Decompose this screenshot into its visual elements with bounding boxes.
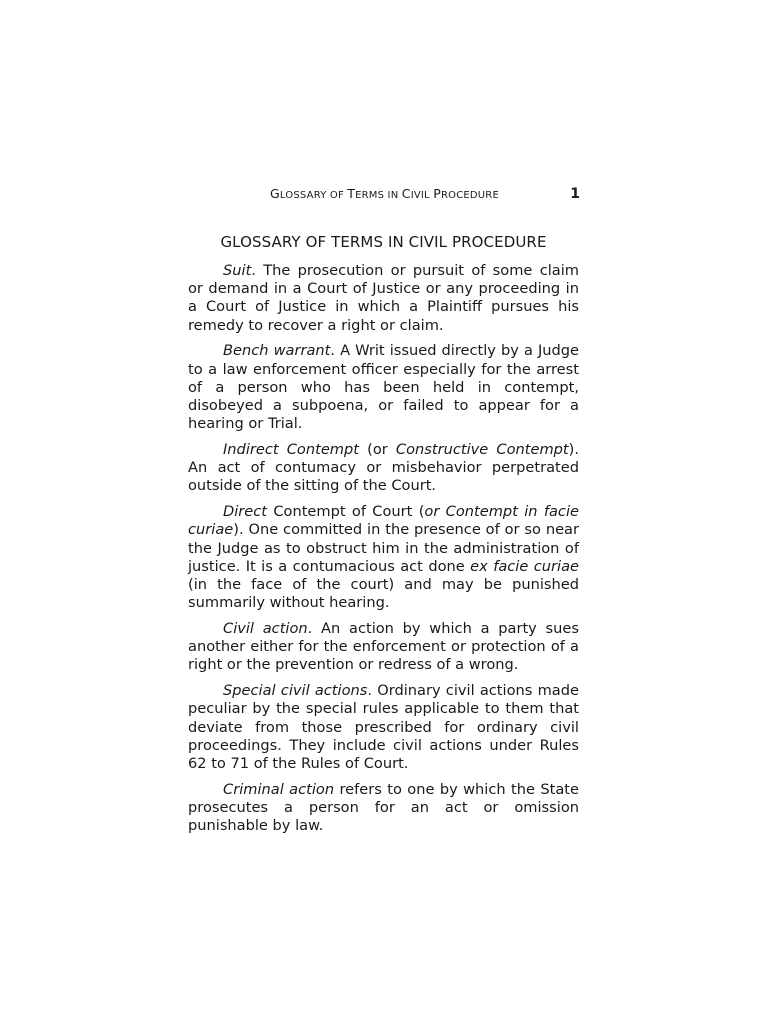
page-body — [188, 232, 579, 843]
entry-text: . Ordinary civil actions made peculiar by the special rules applicable to them that deviate from those prescribed for ordinary civil proceedings. They include civil actions under Rules 62 to 71 of the Rules of Court. — [188, 682, 579, 773]
entry-term: Direct — [223, 503, 268, 521]
entry-term: ex facie curiae — [470, 557, 580, 575]
glossary-entry — [188, 503, 579, 612]
glossary-entry — [188, 781, 579, 836]
entry-term: Suit — [223, 262, 252, 279]
running-header-text: ERMS IN — [355, 190, 402, 201]
entry-text: (in the face of the court) and may be punished summarily without hearing. — [188, 576, 579, 612]
entry-text: . An action by which a party sues another either for the enforcement or protection of a right or the prevention or redress of a wrong. — [188, 620, 579, 674]
glossary-entry — [188, 441, 579, 496]
entry-term: Civil action — [223, 620, 308, 638]
glossary-entry — [188, 342, 579, 433]
running-header-text: ROCEDURE — [440, 190, 499, 201]
entry-text: . The prosecution or pursuit of some claim or demand in a Court of Justice or any proceeding in a Court of Justice in which a Plaintiff pursues his remedy to recover a right or claim. — [188, 262, 579, 334]
running-header-text: T — [347, 186, 356, 201]
glossary-entry — [188, 262, 579, 335]
entry-term: Special civil actions — [223, 682, 368, 700]
entry-term: Constructive Contempt — [395, 441, 569, 459]
running-header-text: P — [433, 186, 441, 201]
running-header-text: G — [270, 186, 280, 201]
page-title: GLOSSARY OF TERMS IN CIVIL PROCEDURE — [220, 233, 547, 251]
entry-text: ). One committed in the presence of or so near the Judge as to obstruct him in the administration of justice. It is a contumacious act done — [188, 521, 579, 575]
entry-text: . A Writ issued directly by a Judge to a law enforcement officer especially for the arrest of a person who has been held in contempt, disobeyed a subpoena, or failed to appear for a hearing or Trial. — [188, 342, 580, 433]
running-header-text: LOSSARY OF — [279, 190, 348, 201]
entry-text: ). An act of contumacy or misbehavior perpetrated outside of the sitting of the Court. — [188, 441, 579, 495]
entry-term: or Contempt in facie curiae — [188, 503, 579, 539]
glossary-entry — [188, 682, 579, 773]
entry-term: Criminal action — [223, 780, 335, 798]
page-number: 1 — [570, 186, 580, 202]
entry-term: Bench warrant — [223, 342, 331, 360]
glossary-entry — [188, 620, 579, 675]
glossary-entries — [188, 262, 579, 835]
entry-term: Indirect Contempt — [223, 441, 359, 459]
entry-text: (or — [359, 441, 396, 459]
entry-text: refers to one by which the State prosecutes a person for an act or omission punishable by law. — [188, 780, 579, 835]
running-header-text: C — [401, 186, 411, 201]
running-header — [270, 184, 580, 204]
entry-text: Contempt of Court ( — [267, 503, 425, 521]
running-header-text: IVIL — [410, 190, 434, 201]
